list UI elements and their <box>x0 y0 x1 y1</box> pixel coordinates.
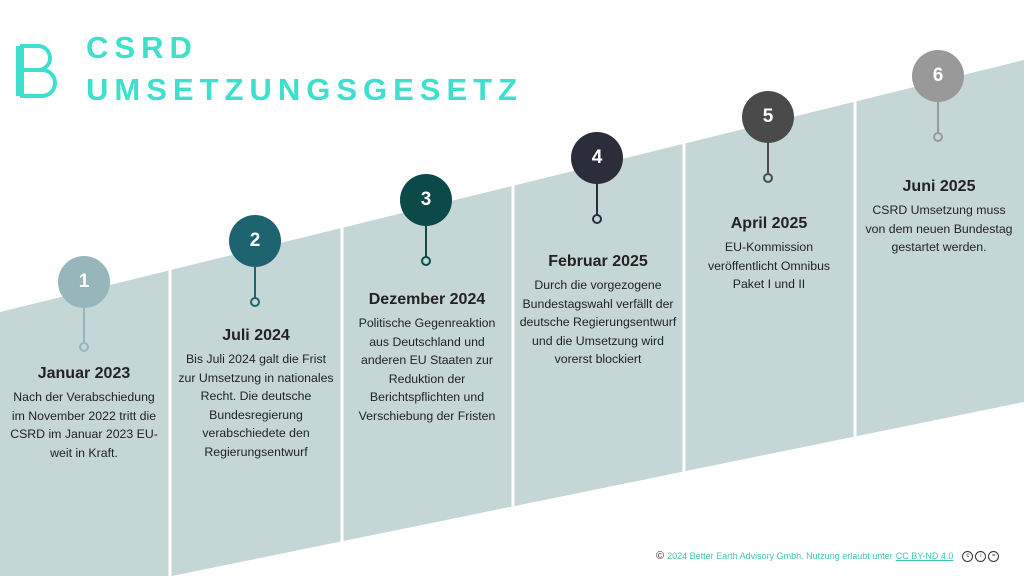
footer <box>656 550 999 562</box>
step-number-4: 4 <box>571 132 623 184</box>
step-number-2: 2 <box>229 215 281 267</box>
step-stem-3 <box>425 226 427 258</box>
step-text-2 <box>178 326 334 461</box>
step-date-4: Februar 2025 <box>548 253 648 270</box>
step-dot-5 <box>763 173 773 183</box>
step-dot-4 <box>592 214 602 224</box>
step-stem-2 <box>254 267 256 299</box>
step-text-6 <box>862 177 1016 257</box>
step-text-5 <box>692 214 846 294</box>
page-title-line1: CSRD <box>86 30 198 65</box>
step-stem-4 <box>596 184 598 216</box>
step-dot-6 <box>933 132 943 142</box>
step-dot-3 <box>421 256 431 266</box>
nd-icon: = <box>988 551 999 562</box>
license-link[interactable]: CC BY-ND 4.0 <box>895 551 954 561</box>
step-desc-2: Bis Juli 2024 galt die Frist zur Umsetzung in nationales Recht. Die deutsche Bundesregierung verabschiedete den Regierungsentwurf <box>178 352 334 459</box>
step-desc-1: Nach der Verabschiedung im November 2022 tritt die CSRD im Januar 2023 EU-weit in Kraft. <box>10 390 158 460</box>
footer-text: 2024 Better Earth Advisory Gmbh. Nutzung erlaubt unter <box>667 551 893 561</box>
step-dot-1 <box>79 342 89 352</box>
step-date-5: April 2025 <box>730 215 808 232</box>
step-number-1: 1 <box>58 256 110 308</box>
step-number-5: 5 <box>742 91 794 143</box>
step-number-6: 6 <box>912 50 964 102</box>
step-desc-6: CSRD Umsetzung muss von dem neuen Bundestag gestartet werden. <box>865 203 1013 254</box>
step-stem-1 <box>83 308 85 344</box>
license-icons <box>962 551 999 562</box>
step-date-1: Januar 2023 <box>37 365 131 382</box>
step-text-1 <box>6 364 162 462</box>
step-date-2: Juli 2024 <box>222 327 290 344</box>
step-desc-5: EU-Kommission veröffentlicht Omnibus Paket I und II <box>707 240 831 291</box>
step-number-3: 3 <box>400 174 452 226</box>
step-stem-5 <box>767 143 769 175</box>
cc-icon: c <box>962 551 973 562</box>
step-date-6: Juni 2025 <box>902 178 976 195</box>
step-text-3 <box>348 290 506 425</box>
copyright-symbol: © <box>656 550 665 562</box>
step-desc-4: Durch die vorgezogene Bundestagswahl verfällt der deutsche Regierungsentwurf und die Umsetzung wird vorerst blockiert <box>519 278 677 366</box>
page-title-line2: UMSETZUNGSGESETZ <box>86 72 524 107</box>
step-stem-6 <box>937 102 939 134</box>
by-icon: i <box>975 551 986 562</box>
step-desc-3: Politische Gegenreaktion aus Deutschland und anderen EU Staaten zur Reduktion der Berichtspflichten und Verschiebung der Fristen <box>358 316 496 423</box>
step-dot-2 <box>250 297 260 307</box>
step-date-3: Dezember 2024 <box>368 291 486 308</box>
step-text-4 <box>519 252 677 369</box>
logo-icon <box>14 40 62 100</box>
